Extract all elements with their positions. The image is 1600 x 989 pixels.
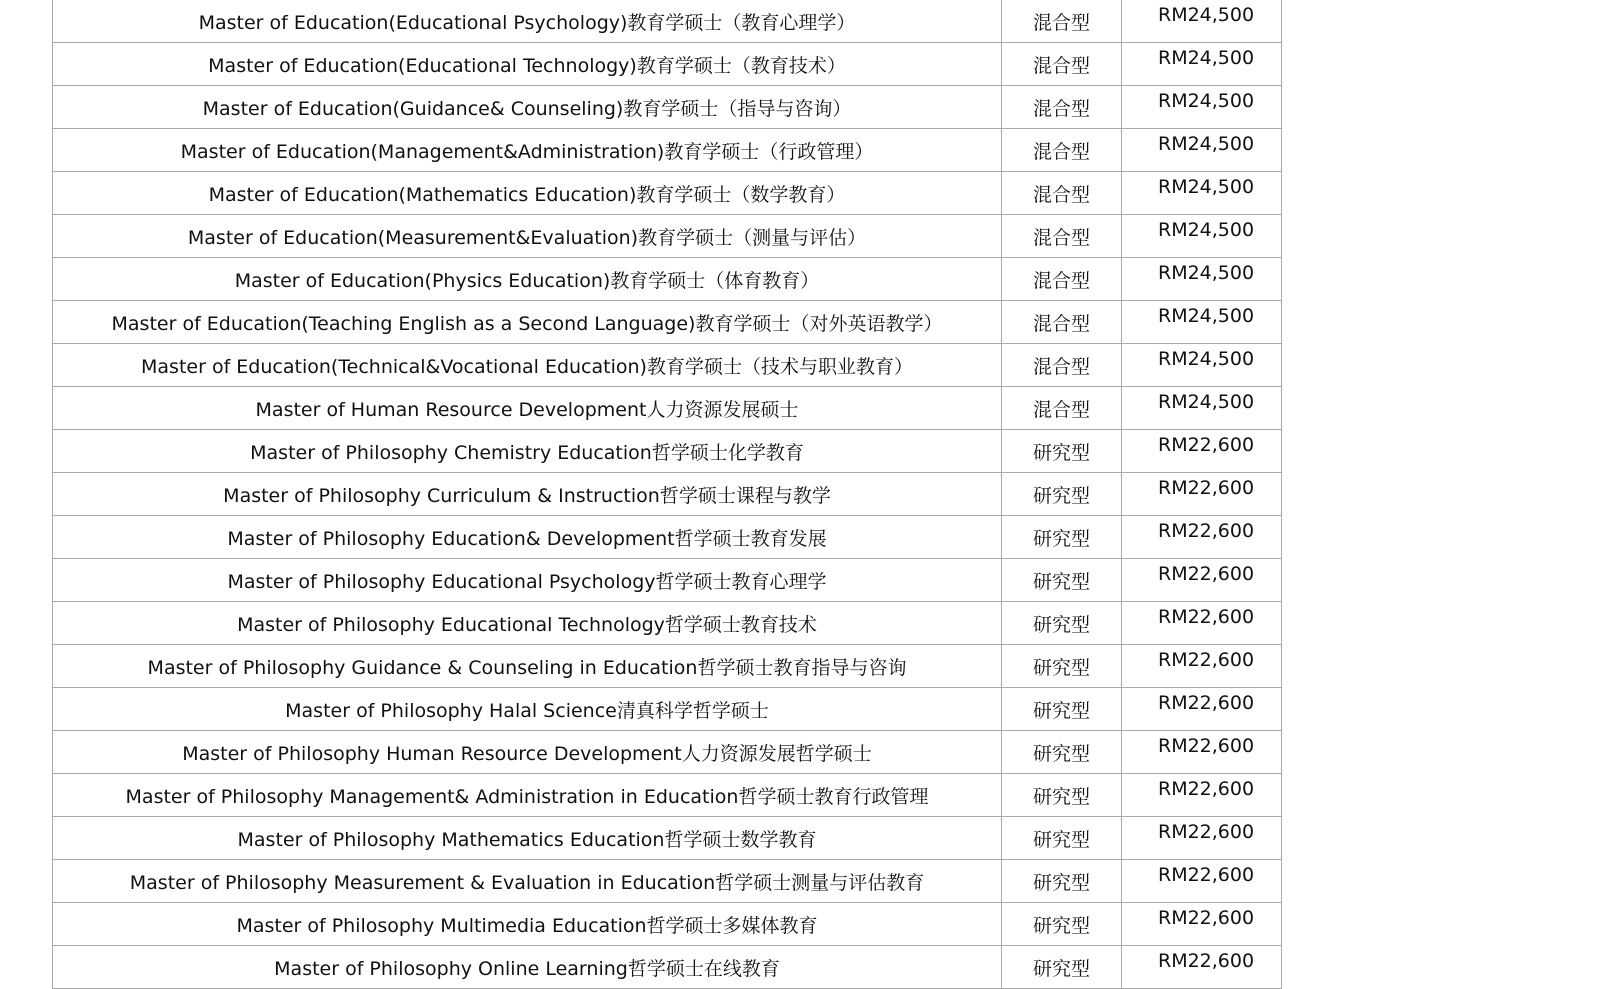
program-name-cell: Master of Human Resource Development人力资源发展硕士	[53, 387, 1002, 430]
program-name-cell: Master of Philosophy Online Learning哲学硕士在线教育	[53, 946, 1002, 989]
program-name-cell: Master of Philosophy Guidance & Counseling in Education哲学硕士教育指导与咨询	[53, 645, 1002, 688]
table-row	[53, 688, 1282, 731]
program-name-cell: Master of Philosophy Management& Administration in Education哲学硕士教育行政管理	[53, 774, 1002, 817]
program-name-cell: Master of Philosophy Human Resource Development人力资源发展哲学硕士	[53, 731, 1002, 774]
program-name-cell: Master of Philosophy Educational Psychology哲学硕士教育心理学	[53, 559, 1002, 602]
program-name-cell: Master of Education(Management&Administration)教育学硕士（行政管理）	[53, 129, 1002, 172]
tuition-fee-cell: RM22,600	[1122, 946, 1282, 989]
program-table-body	[53, 0, 1282, 989]
program-type-cell: 研究型	[1002, 903, 1122, 946]
table-row	[53, 86, 1282, 129]
program-name-cell: Master of Philosophy Chemistry Education哲学硕士化学教育	[53, 430, 1002, 473]
program-type-cell: 研究型	[1002, 817, 1122, 860]
program-type-cell: 研究型	[1002, 946, 1122, 989]
program-name-cell: Master of Philosophy Education& Development哲学硕士教育发展	[53, 516, 1002, 559]
table-row	[53, 473, 1282, 516]
tuition-fee-cell: RM24,500	[1122, 387, 1282, 430]
tuition-fee-cell: RM24,500	[1122, 129, 1282, 172]
tuition-fee-cell: RM24,500	[1122, 0, 1282, 43]
program-name-cell: Master of Education(Educational Psychology)教育学硕士（教育心理学）	[53, 0, 1002, 43]
program-type-cell: 研究型	[1002, 430, 1122, 473]
tuition-fee-cell: RM22,600	[1122, 559, 1282, 602]
tuition-fee-cell: RM24,500	[1122, 43, 1282, 86]
tuition-fee-cell: RM22,600	[1122, 645, 1282, 688]
program-name-cell: Master of Philosophy Mathematics Education哲学硕士数学教育	[53, 817, 1002, 860]
tuition-fee-cell: RM24,500	[1122, 344, 1282, 387]
table-row	[53, 817, 1282, 860]
tuition-fee-cell: RM24,500	[1122, 86, 1282, 129]
program-type-cell: 混合型	[1002, 172, 1122, 215]
table-row	[53, 344, 1282, 387]
program-type-cell: 混合型	[1002, 344, 1122, 387]
program-name-cell: Master of Education(Guidance& Counseling)教育学硕士（指导与咨询）	[53, 86, 1002, 129]
program-type-cell: 混合型	[1002, 0, 1122, 43]
program-type-cell: 混合型	[1002, 129, 1122, 172]
table-row	[53, 301, 1282, 344]
program-name-cell: Master of Education(Teaching English as a Second Language)教育学硕士（对外英语教学）	[53, 301, 1002, 344]
table-row	[53, 258, 1282, 301]
tuition-fee-cell: RM22,600	[1122, 774, 1282, 817]
program-type-cell: 研究型	[1002, 473, 1122, 516]
program-type-cell: 研究型	[1002, 602, 1122, 645]
table-row	[53, 645, 1282, 688]
program-name-cell: Master of Philosophy Multimedia Education哲学硕士多媒体教育	[53, 903, 1002, 946]
tuition-fee-cell: RM24,500	[1122, 172, 1282, 215]
program-type-cell: 研究型	[1002, 860, 1122, 903]
tuition-fee-cell: RM22,600	[1122, 430, 1282, 473]
tuition-fee-cell: RM22,600	[1122, 903, 1282, 946]
table-row	[53, 129, 1282, 172]
table-row	[53, 731, 1282, 774]
table-row	[53, 559, 1282, 602]
tuition-fee-cell: RM22,600	[1122, 602, 1282, 645]
program-type-cell: 混合型	[1002, 387, 1122, 430]
program-type-cell: 研究型	[1002, 774, 1122, 817]
table-row	[53, 903, 1282, 946]
tuition-fee-cell: RM22,600	[1122, 860, 1282, 903]
table-row	[53, 516, 1282, 559]
tuition-fee-cell: RM22,600	[1122, 688, 1282, 731]
tuition-fee-cell: RM22,600	[1122, 516, 1282, 559]
program-type-cell: 研究型	[1002, 731, 1122, 774]
program-type-cell: 混合型	[1002, 86, 1122, 129]
table-row	[53, 172, 1282, 215]
program-type-cell: 研究型	[1002, 516, 1122, 559]
program-name-cell: Master of Philosophy Curriculum & Instruction哲学硕士课程与教学	[53, 473, 1002, 516]
program-type-cell: 混合型	[1002, 258, 1122, 301]
table-row	[53, 430, 1282, 473]
tuition-fee-cell: RM22,600	[1122, 731, 1282, 774]
tuition-fee-cell: RM24,500	[1122, 258, 1282, 301]
program-type-cell: 研究型	[1002, 645, 1122, 688]
program-type-cell: 混合型	[1002, 215, 1122, 258]
program-name-cell: Master of Education(Physics Education)教育学硕士（体育教育）	[53, 258, 1002, 301]
program-type-cell: 研究型	[1002, 688, 1122, 731]
program-name-cell: Master of Philosophy Educational Technology哲学硕士教育技术	[53, 602, 1002, 645]
program-name-cell: Master of Education(Educational Technology)教育学硕士（教育技术）	[53, 43, 1002, 86]
table-row	[53, 387, 1282, 430]
tuition-fee-cell: RM24,500	[1122, 215, 1282, 258]
tuition-fee-cell: RM24,500	[1122, 301, 1282, 344]
program-name-cell: Master of Education(Measurement&Evaluation)教育学硕士（测量与评估）	[53, 215, 1002, 258]
table-row	[53, 946, 1282, 989]
program-name-cell: Master of Education(Technical&Vocational Education)教育学硕士（技术与职业教育）	[53, 344, 1002, 387]
tuition-fee-cell: RM22,600	[1122, 473, 1282, 516]
table-row	[53, 774, 1282, 817]
program-fee-table	[52, 0, 1282, 989]
table-row	[53, 0, 1282, 43]
program-name-cell: Master of Education(Mathematics Education)教育学硕士（数学教育）	[53, 172, 1002, 215]
table-row	[53, 43, 1282, 86]
program-name-cell: Master of Philosophy Measurement & Evaluation in Education哲学硕士测量与评估教育	[53, 860, 1002, 903]
program-type-cell: 混合型	[1002, 301, 1122, 344]
program-name-cell: Master of Philosophy Halal Science清真科学哲学硕士	[53, 688, 1002, 731]
table-row	[53, 860, 1282, 903]
program-type-cell: 混合型	[1002, 43, 1122, 86]
table-row	[53, 215, 1282, 258]
program-type-cell: 研究型	[1002, 559, 1122, 602]
table-row	[53, 602, 1282, 645]
tuition-fee-cell: RM22,600	[1122, 817, 1282, 860]
